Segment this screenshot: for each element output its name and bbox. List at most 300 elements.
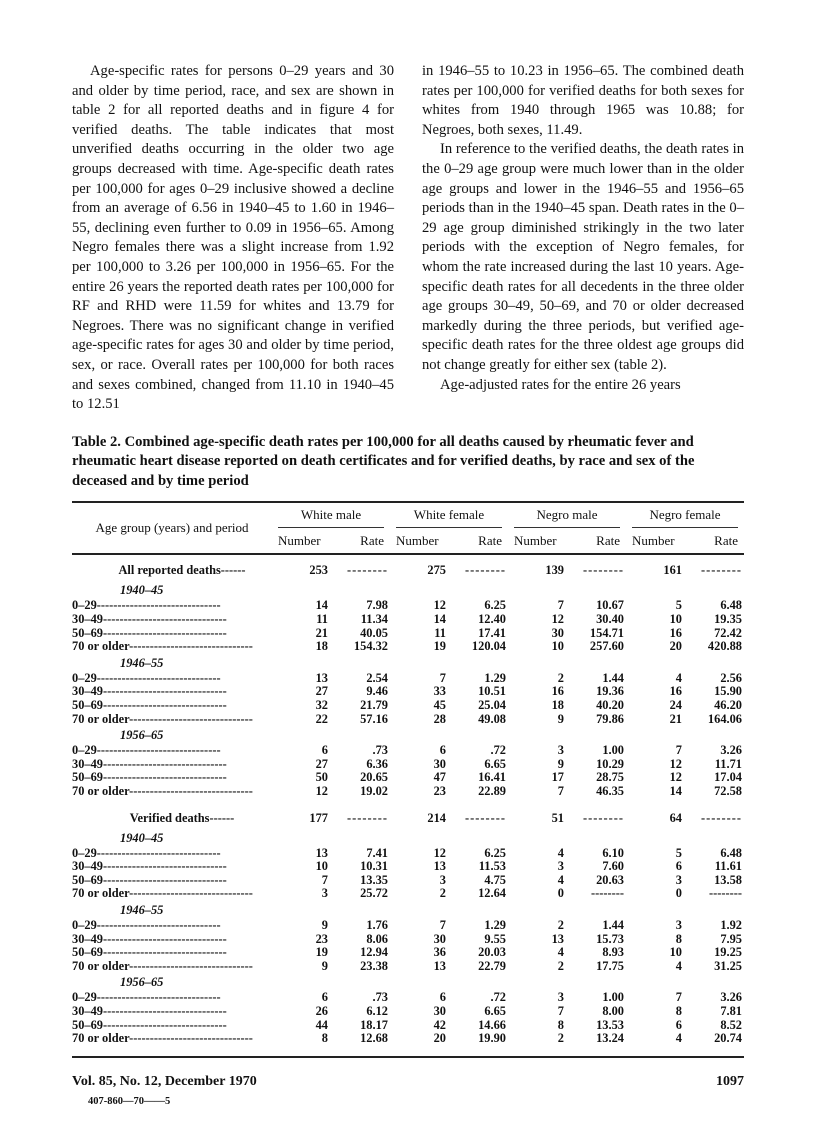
number-value: 12 xyxy=(315,784,328,798)
age-group: 70 or older------------------------------ xyxy=(72,887,253,901)
rate-value: 9.46 xyxy=(366,684,388,699)
rate-value: 1.44 xyxy=(602,670,624,685)
table-cell xyxy=(626,874,744,888)
rate-value: 6.25 xyxy=(484,598,506,613)
table-cell xyxy=(508,713,626,727)
number-value: 7 xyxy=(321,872,328,887)
table-cell xyxy=(508,1019,626,1033)
number-value: 23 xyxy=(433,784,446,798)
table-cell xyxy=(626,1019,744,1033)
number-value: 0 xyxy=(557,886,564,901)
table-cell xyxy=(272,991,390,1005)
number-value: 16 xyxy=(669,684,682,699)
rate-value: 8.93 xyxy=(602,945,624,960)
table-cell xyxy=(390,807,508,829)
table-cell xyxy=(272,713,390,727)
age-group: 30–49------------------------------ xyxy=(72,757,227,771)
group-header xyxy=(508,503,626,553)
table-cell xyxy=(390,713,508,727)
rate-value: .72 xyxy=(490,743,506,758)
journal-citation: Vol. 85, No. 12, December 1970 xyxy=(72,1073,257,1089)
rate-value: 1.29 xyxy=(484,917,506,932)
table-cell xyxy=(390,785,508,799)
table-cell xyxy=(626,960,744,974)
rate-value: 40.05 xyxy=(360,625,388,640)
table-cell xyxy=(508,699,626,713)
rate-value: 17.04 xyxy=(714,770,742,785)
number-value: 3 xyxy=(557,743,564,758)
rate-value: 19.02 xyxy=(360,784,388,798)
table-cell xyxy=(390,887,508,901)
age-group: 70 or older------------------------------ xyxy=(72,1032,253,1046)
number-value: 12 xyxy=(433,598,446,613)
number-value: 10 xyxy=(669,612,682,627)
number-value: 19 xyxy=(315,945,328,960)
table-row xyxy=(72,991,744,1005)
table-cell xyxy=(390,991,508,1005)
table-row xyxy=(72,713,744,727)
age-group: 70 or older------------------------------ xyxy=(72,785,253,798)
total-number: 64 xyxy=(669,810,682,825)
age-group: 0–29------------------------------ xyxy=(72,991,221,1005)
number-value: 4 xyxy=(675,1031,682,1046)
total-number: 275 xyxy=(427,563,446,578)
table-cell xyxy=(508,613,626,627)
period-label: 1940–45 xyxy=(120,583,164,598)
table-row xyxy=(72,599,744,613)
rate-value: 1.29 xyxy=(484,670,506,685)
table-cell xyxy=(508,933,626,947)
summary-row xyxy=(72,807,744,829)
table-cell xyxy=(508,991,626,1005)
sub-header: Rate xyxy=(360,532,384,548)
rate-value: 19.90 xyxy=(478,1031,506,1046)
table-row xyxy=(72,1032,744,1046)
rate-value: 6.65 xyxy=(484,756,506,771)
number-value: 4 xyxy=(557,845,564,860)
number-value: 13 xyxy=(433,958,446,973)
rate-value: .73 xyxy=(372,743,388,758)
number-value: 7 xyxy=(675,990,682,1005)
summary-label: Verified deaths------ xyxy=(129,810,235,825)
table-cell xyxy=(272,807,390,829)
table-cell xyxy=(272,1032,390,1046)
number-value: 30 xyxy=(551,625,564,640)
number-value: 17 xyxy=(551,770,564,785)
table-cell xyxy=(272,599,390,613)
table-row xyxy=(72,919,744,933)
rate-value: 20.65 xyxy=(360,770,388,785)
number-value: 20 xyxy=(669,639,682,654)
paragraph: in 1946–55 to 10.23 in 1956–65. The combined death rates per 100,000 for verified deaths for both sexes for whites from 1940 through 1965 was 10.88; for Negroes, both sexes, 11.49. xyxy=(422,63,744,138)
summary-label: All reported deaths------ xyxy=(118,563,246,578)
rate-value: 72.58 xyxy=(714,784,742,798)
table-row xyxy=(72,946,744,960)
rate-value: .72 xyxy=(490,990,506,1005)
number-value: 11 xyxy=(316,612,328,627)
table-cell xyxy=(390,860,508,874)
number-value: 7 xyxy=(675,743,682,758)
table-cell xyxy=(390,559,508,581)
number-value: 10 xyxy=(315,859,328,874)
number-value: 7 xyxy=(439,670,446,685)
table-cell xyxy=(626,685,744,699)
number-value: 9 xyxy=(557,756,564,771)
paragraph: Age-adjusted rates for the entire 26 years xyxy=(440,376,681,393)
number-value: 12 xyxy=(433,845,446,860)
rate-value: 11.34 xyxy=(360,612,388,627)
number-value: 4 xyxy=(675,958,682,973)
rate-value: 257.60 xyxy=(589,639,624,654)
rate-value: 6.12 xyxy=(366,1003,388,1018)
rate-value: 8.00 xyxy=(602,1003,624,1018)
number-value: 13 xyxy=(315,845,328,860)
table-cell xyxy=(272,627,390,641)
group-header xyxy=(626,503,744,553)
number-value: 12 xyxy=(669,770,682,785)
period-label: 1946–55 xyxy=(120,902,164,917)
table-cell xyxy=(272,613,390,627)
table-cell xyxy=(272,640,390,654)
rate-value: 1.76 xyxy=(366,917,388,932)
rate-value: 12.40 xyxy=(478,612,506,627)
age-group: 70 or older------------------------------ xyxy=(72,640,253,654)
table-cell xyxy=(626,744,744,758)
empty-rate-dashes: -------- xyxy=(346,810,388,825)
table-row xyxy=(72,933,744,947)
number-value: 5 xyxy=(675,598,682,613)
rate-value: 2.56 xyxy=(720,670,742,685)
number-value: 3 xyxy=(675,872,682,887)
rate-value: 11.53 xyxy=(478,859,506,874)
rate-value: 19.25 xyxy=(714,945,742,960)
number-value: 6 xyxy=(439,990,446,1005)
rate-value: 6.65 xyxy=(484,1003,506,1018)
rate-value: 7.95 xyxy=(720,931,742,946)
table-row xyxy=(72,672,744,686)
table-cell xyxy=(508,785,626,799)
rate-value: 1.00 xyxy=(602,743,624,758)
period-label: 1940–45 xyxy=(120,830,164,845)
rate-value: 120.04 xyxy=(471,639,506,654)
rate-value: 11.71 xyxy=(714,756,742,771)
table-cell xyxy=(626,699,744,713)
table-cell xyxy=(272,1019,390,1033)
table-cell xyxy=(272,672,390,686)
number-value: 8 xyxy=(675,931,682,946)
table-row xyxy=(72,785,744,799)
table-cell xyxy=(626,613,744,627)
table-cell xyxy=(390,672,508,686)
rate-value: 25.72 xyxy=(360,886,388,901)
table-cell xyxy=(272,887,390,901)
paragraph: In reference to the verified deaths, the death rates in the 0–29 age group were much lower than in the older age groups and lower in the 1946–55 and 1956–65 periods than in the 1940–45 span. Death rates in the 0–29 age group diminished strikingly in the two later periods with the exception of Negro females, for whom the rate increased during the last 10 years. Age-specific death rates for all decedents in the three older age groups 30–49, 50–69, and 70 or older decreased markedly during the three periods, but verified age-specific death rates for the three oldest age groups did not change greatly for either sex (table 2). xyxy=(422,141,744,373)
number-value: 8 xyxy=(675,1003,682,1018)
left-text-column xyxy=(72,62,394,415)
number-value: 44 xyxy=(315,1017,328,1032)
table-cell xyxy=(626,919,744,933)
rate-value: 40.20 xyxy=(596,698,624,713)
age-group: 70 or older------------------------------ xyxy=(72,959,253,973)
table-cell xyxy=(508,860,626,874)
sub-header: Number xyxy=(632,532,675,548)
table-cell xyxy=(390,960,508,974)
rate-value: 6.36 xyxy=(366,756,388,771)
table-cell xyxy=(626,860,744,874)
table-cell xyxy=(626,946,744,960)
number-value: 12 xyxy=(669,756,682,771)
table-cell xyxy=(390,758,508,772)
sub-header: Rate xyxy=(596,532,620,548)
table-row xyxy=(72,627,744,641)
table-cell xyxy=(390,946,508,960)
number-value: 2 xyxy=(557,917,564,932)
print-code: 407-860—70——5 xyxy=(88,1095,171,1107)
table-cell xyxy=(272,960,390,974)
total-number: 214 xyxy=(427,810,446,825)
number-value: 30 xyxy=(433,931,446,946)
table-cell xyxy=(272,860,390,874)
table-cell xyxy=(508,807,626,829)
rate-value: 12.94 xyxy=(360,945,388,960)
number-value: 18 xyxy=(551,698,564,713)
rate-value: 13.35 xyxy=(360,872,388,887)
number-value: 2 xyxy=(557,1031,564,1046)
number-value: 14 xyxy=(433,612,446,627)
number-value: 45 xyxy=(433,698,446,713)
table-cell xyxy=(390,847,508,861)
table-cell xyxy=(390,1005,508,1019)
age-group: 50–69------------------------------ xyxy=(72,873,227,887)
rate-value: 2.54 xyxy=(366,670,388,685)
table-cell xyxy=(508,1005,626,1019)
sub-header: Number xyxy=(514,532,557,548)
rate-value: 7.98 xyxy=(366,598,388,613)
table-cell xyxy=(626,887,744,901)
number-value: 20 xyxy=(433,1031,446,1046)
group-name: White female xyxy=(396,503,502,528)
number-value: 4 xyxy=(675,670,682,685)
rate-value: 7.41 xyxy=(366,845,388,860)
age-group: 0–29------------------------------ xyxy=(72,599,221,613)
table-cell xyxy=(508,627,626,641)
rate-value: 10.67 xyxy=(596,598,624,613)
rate-value: 12.64 xyxy=(478,886,506,901)
table-cell xyxy=(508,960,626,974)
age-group: 30–49------------------------------ xyxy=(72,860,227,874)
number-value: 13 xyxy=(433,859,446,874)
age-group: 30–49------------------------------ xyxy=(72,1004,227,1018)
rate-value: 19.35 xyxy=(714,612,742,627)
table-cell xyxy=(626,640,744,654)
number-value: 13 xyxy=(315,670,328,685)
number-value: 10 xyxy=(669,945,682,960)
table-cell xyxy=(390,1032,508,1046)
table-cell xyxy=(508,640,626,654)
number-value: 16 xyxy=(551,684,564,699)
number-value: 2 xyxy=(557,670,564,685)
table-cell xyxy=(390,874,508,888)
empty-rate-dashes: -------- xyxy=(464,810,506,825)
rate-value: 4.75 xyxy=(484,872,506,887)
table-row xyxy=(72,685,744,699)
table-cell xyxy=(508,946,626,960)
table-cell xyxy=(390,1019,508,1033)
rate-value: 9.55 xyxy=(484,931,506,946)
empty-rate-dashes: -------- xyxy=(700,810,742,825)
group-name: Negro female xyxy=(632,503,738,528)
total-number: 177 xyxy=(309,810,328,825)
table-cell xyxy=(390,699,508,713)
number-value: 4 xyxy=(557,872,564,887)
table-cell xyxy=(272,785,390,799)
table-cell xyxy=(390,640,508,654)
age-group: 30–49------------------------------ xyxy=(72,613,227,627)
number-value: 11 xyxy=(434,625,446,640)
table-cell xyxy=(626,627,744,641)
table-row xyxy=(72,860,744,874)
number-value: 6 xyxy=(321,990,328,1005)
rate-value: 28.75 xyxy=(596,770,624,785)
number-value: 27 xyxy=(315,756,328,771)
rate-value: 18.17 xyxy=(360,1017,388,1032)
rate-value: -------- xyxy=(708,886,742,901)
sub-header: Number xyxy=(278,532,321,548)
number-value: 3 xyxy=(675,917,682,932)
rate-value: 31.25 xyxy=(714,958,742,973)
table-cell xyxy=(508,685,626,699)
number-value: 27 xyxy=(315,684,328,699)
period-label: 1956–65 xyxy=(120,728,164,743)
table-cell xyxy=(272,919,390,933)
number-value: 7 xyxy=(439,917,446,932)
age-group: 30–49------------------------------ xyxy=(72,932,227,946)
table-cell xyxy=(508,847,626,861)
total-number: 253 xyxy=(309,563,328,578)
rate-value: 8.06 xyxy=(366,931,388,946)
table-row xyxy=(72,771,744,785)
group-header xyxy=(390,503,508,553)
number-value: 9 xyxy=(557,711,564,726)
number-value: 42 xyxy=(433,1017,446,1032)
table-row xyxy=(72,1019,744,1033)
rate-value: 1.92 xyxy=(720,917,742,932)
number-value: 30 xyxy=(433,756,446,771)
number-value: 7 xyxy=(557,598,564,613)
number-value: 22 xyxy=(315,711,328,726)
table-cell xyxy=(272,699,390,713)
table-cell xyxy=(390,627,508,641)
number-value: 9 xyxy=(321,917,328,932)
empty-rate-dashes: -------- xyxy=(464,563,506,578)
rate-value: 7.60 xyxy=(602,859,624,874)
rate-value: 20.63 xyxy=(596,872,624,887)
number-value: 3 xyxy=(557,859,564,874)
rate-value: 10.51 xyxy=(478,684,506,699)
rate-value: 17.41 xyxy=(478,625,506,640)
table-header-rule xyxy=(72,553,744,555)
table-cell xyxy=(508,874,626,888)
rate-value: -------- xyxy=(590,886,624,901)
number-value: 8 xyxy=(557,1017,564,1032)
stub-header: Age group (years) and period xyxy=(95,520,249,536)
table-cell xyxy=(508,559,626,581)
table-title: Table 2. Combined age-specific death rates per 100,000 for all deaths caused by rheumatic fever and rheumatic heart disease reported on death certificates and for verified deaths, by race and sex of the deceased and by time period xyxy=(72,433,695,489)
rate-value: 20.03 xyxy=(478,945,506,960)
sub-header: Rate xyxy=(714,532,738,548)
rate-value: 11.61 xyxy=(714,859,742,874)
rate-value: 46.20 xyxy=(714,698,742,713)
table-cell xyxy=(626,1005,744,1019)
rate-value: 46.35 xyxy=(596,784,624,798)
rate-value: 15.90 xyxy=(714,684,742,699)
number-value: 33 xyxy=(433,684,446,699)
number-value: 6 xyxy=(439,743,446,758)
period-label: 1946–55 xyxy=(120,655,164,670)
rate-value: 6.48 xyxy=(720,845,742,860)
table-cell xyxy=(508,887,626,901)
rate-value: 10.31 xyxy=(360,859,388,874)
rate-value: 3.26 xyxy=(720,990,742,1005)
total-number: 139 xyxy=(545,563,564,578)
number-value: 21 xyxy=(315,625,328,640)
number-value: 3 xyxy=(321,886,328,901)
rate-value: 30.40 xyxy=(596,612,624,627)
table-cell xyxy=(508,758,626,772)
empty-rate-dashes: -------- xyxy=(582,810,624,825)
table-cell xyxy=(626,758,744,772)
empty-rate-dashes: -------- xyxy=(700,563,742,578)
rate-value: 15.73 xyxy=(596,931,624,946)
table-cell xyxy=(390,599,508,613)
age-group: 50–69------------------------------ xyxy=(72,626,227,640)
number-value: 6 xyxy=(321,743,328,758)
number-value: 10 xyxy=(551,639,564,654)
table-row xyxy=(72,613,744,627)
sub-header: Rate xyxy=(478,532,502,548)
table-cell xyxy=(626,713,744,727)
rate-value: 22.79 xyxy=(478,958,506,973)
table-row xyxy=(72,960,744,974)
summary-row xyxy=(72,559,744,581)
table-bottom-rule xyxy=(72,1056,744,1058)
rate-value: 6.25 xyxy=(484,845,506,860)
number-value: 13 xyxy=(551,931,564,946)
table-cell xyxy=(272,744,390,758)
age-group: 50–69------------------------------ xyxy=(72,946,227,960)
table-cell xyxy=(508,771,626,785)
table-row xyxy=(72,758,744,772)
period-label: 1956–65 xyxy=(120,975,164,990)
table-row xyxy=(72,699,744,713)
number-value: 3 xyxy=(557,990,564,1005)
table-row xyxy=(72,887,744,901)
table-cell xyxy=(626,672,744,686)
group-name: White male xyxy=(278,503,384,528)
rate-value: 6.10 xyxy=(602,845,624,860)
rate-value: 420.88 xyxy=(707,639,742,654)
data-table xyxy=(72,501,744,1057)
number-value: 5 xyxy=(675,845,682,860)
number-value: 21 xyxy=(669,711,682,726)
number-value: 18 xyxy=(315,639,328,654)
age-group: 50–69------------------------------ xyxy=(72,771,227,785)
number-value: 3 xyxy=(439,872,446,887)
table-row xyxy=(72,640,744,654)
group-name: Negro male xyxy=(514,503,620,528)
number-value: 28 xyxy=(433,711,446,726)
table-row xyxy=(72,847,744,861)
